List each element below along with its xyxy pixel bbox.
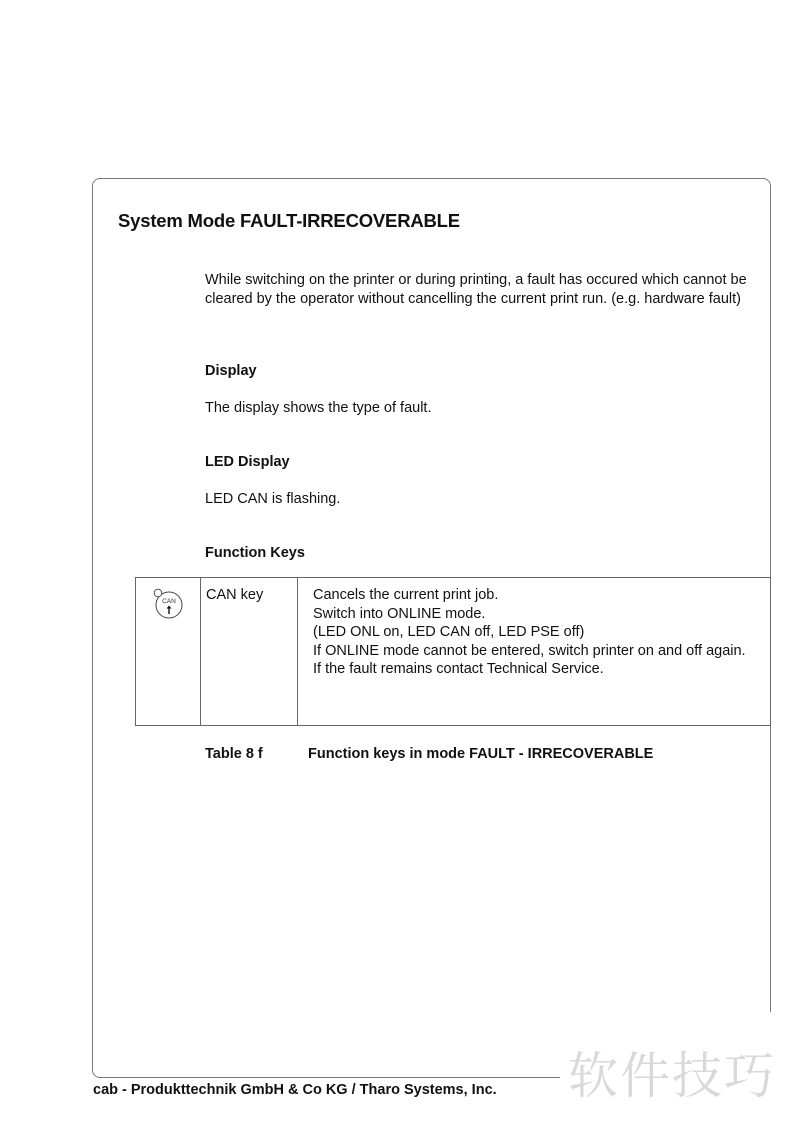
led-display-text: LED CAN is flashing. (205, 491, 341, 507)
key-icon-cell (136, 578, 201, 726)
display-heading: Display (205, 363, 257, 379)
description-line: If ONLINE mode cannot be entered, switch printer on and off again. (313, 642, 746, 659)
description-line: Switch into ONLINE mode. (313, 605, 486, 622)
key-description-cell (298, 578, 771, 726)
key-name-cell (201, 578, 298, 726)
can-key-icon (152, 587, 184, 619)
watermark: 软件技巧 (568, 1047, 776, 1105)
page-footer: cab - Produkttechnik GmbH & Co KG / Tharo Systems, Inc. (93, 1082, 497, 1098)
intro-paragraph: While switching on the printer or during printing, a fault has occured which cannot be cleared by the operator without cancelling the current print run. (e.g. hardware fault) (205, 272, 747, 307)
function-keys-table (135, 577, 771, 726)
description-line: Cancels the current print job. (313, 587, 499, 603)
display-text: The display shows the type of fault. (205, 400, 432, 416)
table-caption-number: Table 8 f (205, 746, 263, 762)
table-caption-text: Function keys in mode FAULT - IRRECOVERABLE (308, 746, 654, 762)
function-keys-heading: Function Keys (205, 545, 305, 561)
page-title: System Mode FAULT-IRRECOVERABLE (118, 210, 460, 231)
description-line: If the fault remains contact Technical Service. (313, 661, 604, 677)
description-line: (LED ONL on, LED CAN off, LED PSE off) (313, 624, 585, 640)
led-display-heading: LED Display (205, 454, 290, 470)
can-key-icon-label: CAN (162, 598, 176, 605)
key-name: CAN key (206, 587, 264, 603)
table-row (136, 578, 771, 726)
